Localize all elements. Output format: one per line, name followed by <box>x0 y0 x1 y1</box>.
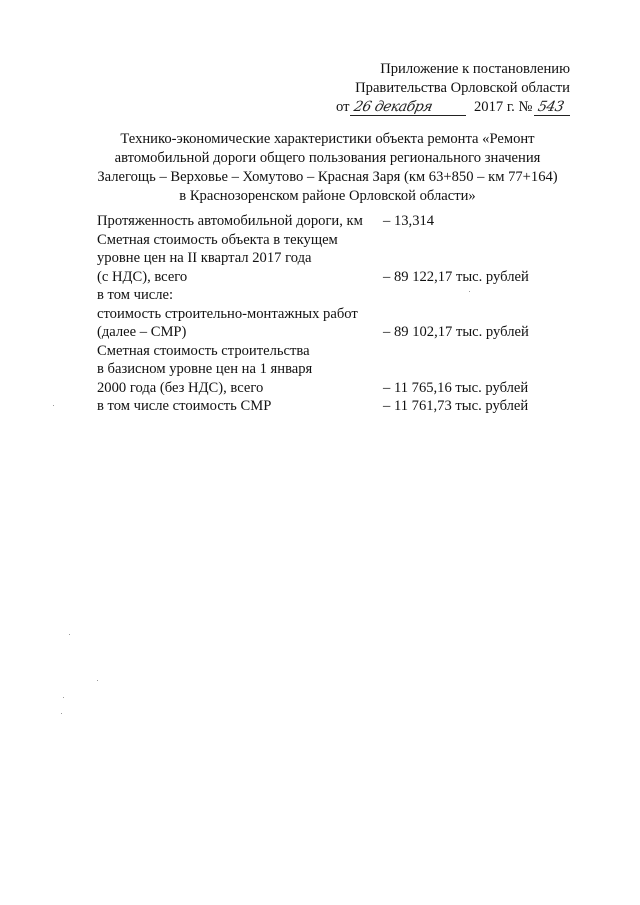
handwritten-number: 543 <box>536 99 566 115</box>
date-underline <box>350 115 466 116</box>
number-underline <box>534 115 570 116</box>
row-value: – 11 765,16 тыс. рублей <box>383 379 529 396</box>
table-row <box>97 286 557 342</box>
row-label: Сметная стоимость объекта в текущем уровне цен на II квартал 2017 года (с НДС), всего <box>97 231 338 285</box>
title-line: Залегощь – Верховье – Хомутово – Красная Заря (км 63+850 – км 77+164) <box>97 169 558 185</box>
document-title <box>90 130 565 206</box>
handwritten-date: 26 декабря <box>352 99 434 115</box>
scan-speck <box>69 634 70 635</box>
year-and-number-label: 2017 г. № <box>474 99 533 115</box>
table-row <box>97 397 557 416</box>
row-value: – 89 102,17 тыс. рублей <box>383 324 529 340</box>
appendix-header <box>310 60 570 117</box>
row-label: Сметная стоимость строительства в базисном уровне цен на 1 января 2000 года (без НДС), всего <box>97 342 313 396</box>
table-row <box>97 342 557 398</box>
title-line: в Краснозоренском районе Орловской области» <box>179 188 476 204</box>
characteristics-table <box>97 212 557 416</box>
scan-speck <box>63 697 64 698</box>
row-label: Протяженность автомобильной дороги, км <box>97 213 363 229</box>
row-value: – 11 761,73 тыс. рублей <box>383 398 529 414</box>
row-label: в том числе: стоимость строительно-монтажных работ (далее – СМР) <box>97 287 358 340</box>
resolution-reference <box>310 98 570 117</box>
table-row <box>97 212 557 231</box>
title-line: автомобильной дороги общего пользования регионального значения <box>114 150 541 166</box>
appendix-line-1: Приложение к постановлению <box>380 61 570 77</box>
table-row <box>97 231 557 287</box>
date-prefix: от <box>336 99 350 115</box>
title-line: Технико-экономические характеристики объекта ремонта «Ремонт <box>120 131 535 147</box>
row-value: – 13,314 <box>383 213 435 229</box>
scan-speck <box>61 713 62 714</box>
scan-speck <box>53 405 54 406</box>
row-label: в том числе стоимость СМР <box>97 398 272 414</box>
row-value: – 89 122,17 тыс. рублей <box>383 268 529 285</box>
scan-speck <box>469 291 470 292</box>
scan-speck <box>97 680 98 681</box>
appendix-line-2: Правительства Орловской области <box>355 80 570 96</box>
